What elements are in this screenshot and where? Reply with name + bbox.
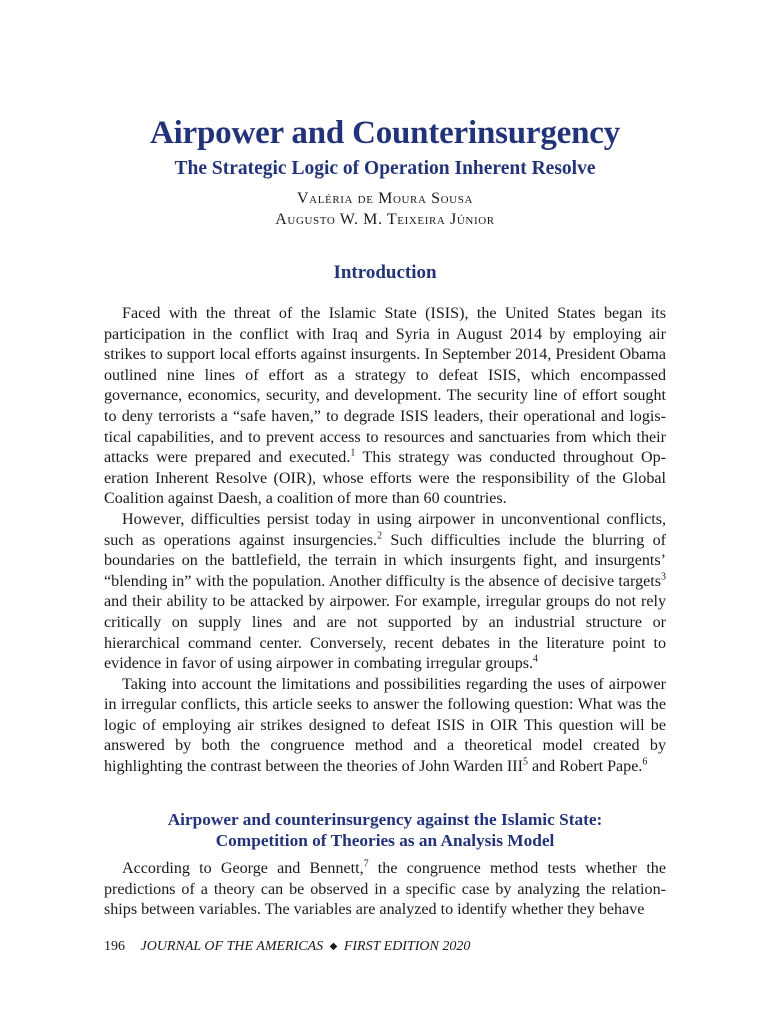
- paragraph: [104, 304, 666, 510]
- section-heading-theories: [104, 809, 666, 851]
- footnote-ref[interactable]: 6: [642, 756, 648, 768]
- footnote-ref[interactable]: 4: [533, 653, 539, 665]
- paragraph-text: Faced with the threat of the Islamic State (ISIS), the United States began its participation in the conflict with Iraq and Syria in August 2014 by employing air strikes to support local efforts against insurgents. In September 2014, President Obama outlined nine lines of effort as a strategy to defeat ISIS, which encompassed governance, economics, security, and development. The security line of effort sought to deny terrorists a “safe haven,” to degrade ISIS leaders, their operational and logistical capabilities, and to prevent access to resources and sanctuaries from which their attacks were prepared and executed.: [104, 305, 666, 467]
- section-heading-line: Competition of Theories as an Analysis Model: [215, 831, 555, 850]
- paragraph-text: This strategy was conducted throughout Operation Inherent Resolve (OIR), whose efforts were the responsibility of the Global Coalition against Daesh, a coalition of more than 60 countries.: [104, 449, 666, 508]
- paragraph-text: and their ability to be attacked by airpower. For example, irregular groups do not rely critically on supply lines and are not supported by an industrial structure or hierarchical command center. Conversely, recent debates in the literature point to evidence in favor of using airpower in combating irregular groups.: [104, 593, 666, 673]
- section-heading-line: Airpower and counterinsurgency against the Islamic State:: [167, 810, 603, 829]
- footnote-ref[interactable]: 7: [363, 858, 369, 870]
- paragraph-text: However, difficulties persist today in using airpower in unconventional conflicts, such as operations against insurgencies.: [104, 510, 666, 549]
- journal-edition: FIRST EDITION 2020: [343, 939, 471, 954]
- paragraph: [104, 510, 666, 675]
- paragraph-text: Taking into account the limitations and possibilities regarding the uses of airpower in irregular conflicts, this article seeks to answer the following question: What was the logic of employing air strikes designed to defeat ISIS in OIR This question will be answered by both the congruence method and a theoretical model created by highlighting the contrast between the theories of John Warden III: [104, 675, 666, 776]
- article-title: Airpower and Counterinsurgency: [149, 115, 621, 151]
- paragraph-text: and Robert Pape.: [527, 758, 643, 776]
- footnote-ref[interactable]: 1: [350, 447, 356, 459]
- paragraph: [104, 859, 666, 921]
- footnote-ref[interactable]: 5: [522, 756, 528, 768]
- page-footer: [104, 939, 666, 955]
- author-name: Augusto W. M. Teixeira Júnior: [275, 211, 495, 228]
- article-subtitle: The Strategic Logic of Operation Inherent Resolve: [174, 158, 596, 179]
- paragraph-text: the congruence method tests whether the predictions of a theory can be observed in a specific case by analyzing the relationships between variables. The variables are analyzed to identify whether they behave: [104, 860, 666, 919]
- footnote-ref[interactable]: 2: [377, 530, 383, 542]
- section-heading-introduction: Introduction: [333, 262, 437, 283]
- page-number: 196: [104, 939, 125, 954]
- paragraph-text: According to George and Bennett,: [122, 860, 364, 877]
- diamond-separator-icon: ◆: [329, 941, 338, 952]
- section-body: [104, 859, 666, 921]
- introduction-body: [104, 304, 666, 778]
- author-name: Valéria de Moura Sousa: [297, 190, 473, 207]
- paragraph-text: Such difficulties include the blurring of boundaries on the battlefield, the terrain in which insurgents fight, and insurgents’ “blending in” with the population. Another difficulty is the absence of decisive targets: [104, 531, 666, 590]
- journal-name: JOURNAL OF THE AMERICAS: [140, 939, 324, 954]
- paragraph: [104, 675, 666, 778]
- footnote-ref[interactable]: 3: [661, 571, 666, 583]
